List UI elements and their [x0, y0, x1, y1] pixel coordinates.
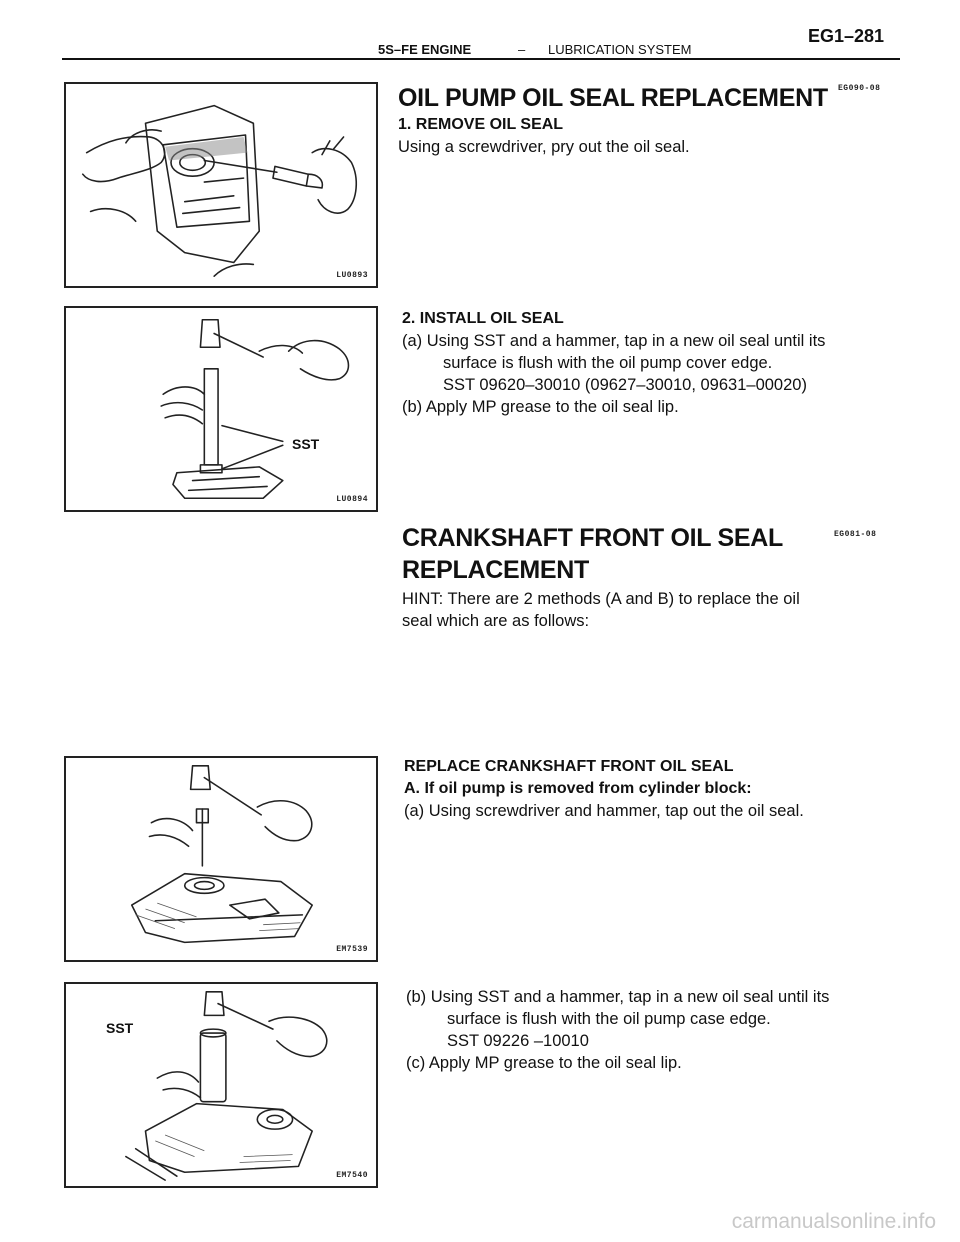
header-section: LUBRICATION SYSTEM: [548, 42, 692, 57]
figure2-label: LU0894: [336, 495, 368, 504]
section2-code: EG081-08: [834, 530, 877, 539]
step2-a-sst: SST 09620–30010 (09627–30010, 09631–00020): [443, 376, 807, 394]
step2-b-line: (b) Apply MP grease to the oil seal lip.: [402, 398, 679, 416]
install-crankshaft-seal-illustration: [66, 984, 376, 1186]
step2-a-line1: (a) Using SST and a hammer, tap in a new oil seal until its: [402, 332, 826, 350]
header-separator: –: [518, 42, 526, 57]
figure2-sst-callout: SST: [292, 436, 320, 452]
step2-heading: 2. INSTALL OIL SEAL: [402, 310, 564, 327]
page-number: EG1–281: [808, 26, 885, 46]
remove-oil-seal-illustration: [66, 84, 376, 286]
watermark: carmanualsonline.info: [731, 1210, 936, 1233]
install-oil-seal-illustration: [66, 308, 376, 510]
hint-line1: HINT: There are 2 methods (A and B) to replace the oil: [402, 590, 800, 608]
figure-install-crankshaft-seal: [64, 982, 378, 1188]
header-rule: [62, 58, 900, 60]
section1-code: EG090-08: [838, 84, 881, 93]
figure3-label: EM7539: [336, 945, 368, 954]
figure4-sst-callout: SST: [106, 1020, 134, 1036]
header-engine: 5S–FE ENGINE: [378, 42, 472, 57]
tap-out-oil-seal-illustration: [66, 758, 376, 960]
section1-title: OIL PUMP OIL SEAL REPLACEMENT: [398, 84, 828, 112]
figure4-label: EM7540: [336, 1171, 368, 1180]
method-a-step-b-line2: surface is flush with the oil pump case edge.: [447, 1010, 771, 1028]
figure-install-oil-seal: [64, 306, 378, 512]
hint-line2: seal which are as follows:: [402, 612, 590, 630]
method-a-step-c: (c) Apply MP grease to the oil seal lip.: [406, 1054, 682, 1072]
step2-a-line2: surface is flush with the oil pump cover edge.: [443, 354, 773, 372]
figure-remove-oil-seal: [64, 82, 378, 288]
method-a-heading: A. If oil pump is removed from cylinder block:: [404, 780, 752, 797]
step1-text: Using a screwdriver, pry out the oil seal.: [398, 138, 690, 156]
figure1-label: LU0893: [336, 271, 368, 280]
method-a-step-b-sst: SST 09226 –10010: [447, 1032, 589, 1050]
section2-title-line1: CRANKSHAFT FRONT OIL SEAL: [402, 524, 783, 552]
method-a-step-a: (a) Using screwdriver and hammer, tap out the oil seal.: [404, 802, 804, 820]
figure-tap-out-oil-seal: [64, 756, 378, 962]
step1-heading: 1. REMOVE OIL SEAL: [398, 116, 564, 133]
method-a-step-b-line1: (b) Using SST and a hammer, tap in a new oil seal until its: [406, 988, 830, 1006]
section2-title-line2: REPLACEMENT: [402, 556, 589, 584]
replace-heading: REPLACE CRANKSHAFT FRONT OIL SEAL: [404, 758, 734, 775]
